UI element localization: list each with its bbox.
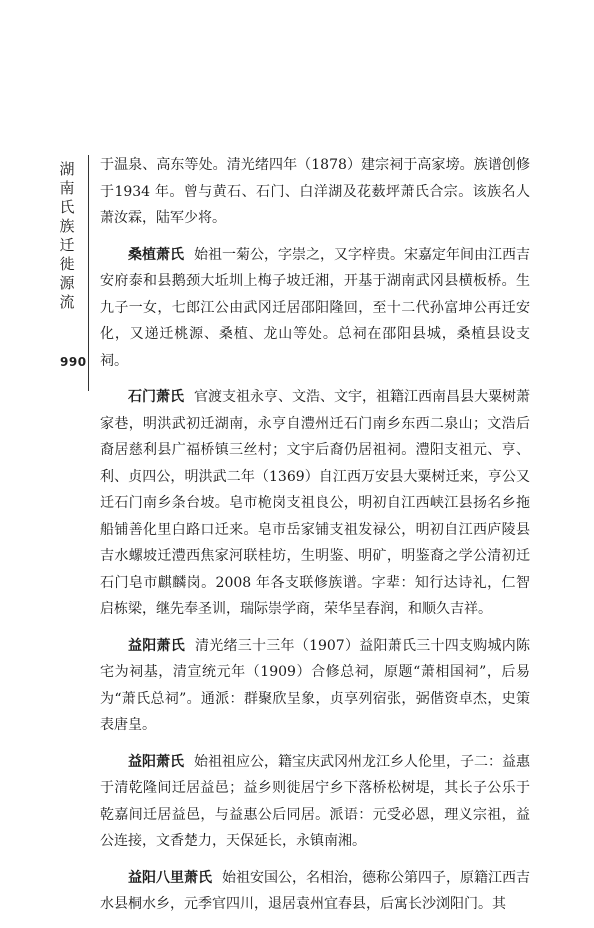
paragraph — [100, 242, 530, 375]
paragraph-text: 始祖祖应公，籍宝庆武冈州龙江乡人伦里，子二：益惠于清乾隆间迁居益邑；益乡则徙居宁乡下落桥松树堤，其长子公乐于乾嘉间迁居益邑，与益惠公后同居。派语：元受必恩，理义宗祖，益公连接，文香楚力，天保延长，永镇南湘。 — [100, 753, 530, 849]
clan-heading: 益阳八里萧氏 — [128, 869, 212, 886]
book-title-vertical: 湖 南 氏 族 迁 徙 源 流 — [59, 160, 75, 311]
paragraph-text: 始祖安国公，名相治，德称公第四子，原籍江西吉水县桐水乡，元季官四川，退居袁州宜春县，后寓长沙浏阳门。其 — [100, 869, 530, 912]
paragraph — [100, 749, 530, 855]
clan-heading: 石门萧氏 — [128, 389, 184, 405]
paragraph — [100, 384, 530, 623]
margin-rule — [88, 155, 89, 391]
paragraph — [100, 865, 530, 918]
clan-heading: 桑植萧氏 — [128, 246, 184, 263]
page-number: 990 — [60, 355, 87, 369]
clan-heading: 益阳萧氏 — [128, 637, 186, 654]
body-text — [100, 152, 530, 928]
clan-heading: 益阳萧氏 — [128, 753, 184, 770]
paragraph — [100, 152, 530, 232]
paragraph-text: 官渡支祖永亨、文浩、文宇，祖籍江西南昌县大粟树萧家巷，明洪武初迁湖南，永亨自澧州迁石门南乡东西二泉山；文浩后裔居慈利县广福桥镇三丝村；文宇后裔仍居祖祠。澧阳支祖元、亨、利、贞四公，明洪武二年（1369）自江西万安县大粟树迁来，亨公又迁石门南乡条台坡。皂市桅岗支祖良公，明初自江西峡江县扬名乡拖船铺善化里白路口迁来。皂市岳家铺支祖发禄公，明初自江西庐陵县吉水螺坡迁澧西焦家河联桂坊，生明鉴、明矿，明鉴裔之学公清初迁石门皂市麒麟岗。2008 年各支联修族谱。字辈：知行达诗礼，仁智启栋梁，继先奉圣训，瑞际崇学商，荣华呈春润，和顺久吉祥。 — [100, 389, 530, 617]
paragraph — [100, 633, 530, 739]
paragraph-text: 清光绪三十三年（1907）益阳萧氏三十四支购城内陈宅为祠基，清宣统元年（1909）合修总祠，原题“萧相国祠”，后易为“萧氏总祠”。通派：群聚欣呈象，贞享列宿张，弼偕资卓杰，史策表唐皇。 — [100, 637, 531, 733]
paragraph-text: 于温泉、高东等处。清光绪四年（1878）建宗祠于高家塝。族谱创修于1934 年。曾与黄石、石门、白洋湖及花薮坪萧氏合宗。该族名人萧汝霖，陆军少将。 — [100, 157, 530, 226]
paragraph-text: 始祖一菊公，字崇之，又字梓贵。宋嘉定年间由江西吉安府泰和县鹅颈大坵圳上梅子坡迁湘，开基于湖南武冈县横板桥。生九子一女，七郎江公由武冈迁居邵阳隆回，至十二代孙富坤公再迁安化，又递迁桃源、桑植、龙山等处。总祠在邵阳县城，桑植县设支祠。 — [100, 246, 530, 369]
